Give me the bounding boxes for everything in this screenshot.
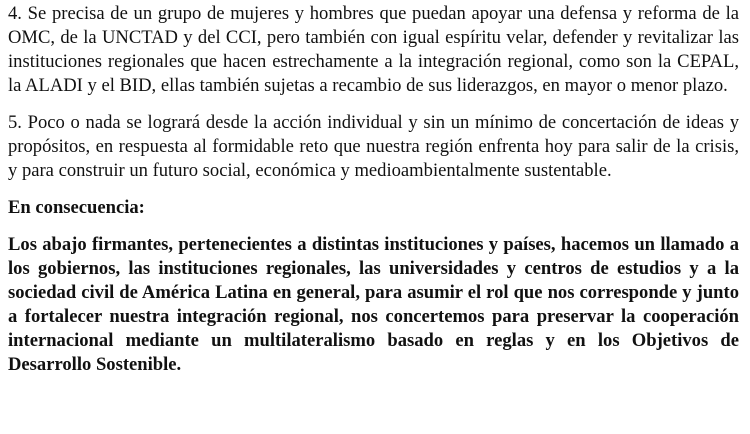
paragraph-4: 4. Se precisa de un grupo de mujeres y hombres que puedan apoyar una defensa y reforma de la OMC, de la UNCTAD y del CCI, pero también con igual espíritu velar, defender y revitalizar las instituciones regionales que hacen estrechamente a la integración regional, como son la CEPAL, la ALADI y el BID, ellas también sujetas a recambio de sus liderazgos, en mayor o menor plazo.	[8, 3, 739, 96]
section-heading: En consecuencia:	[8, 197, 145, 218]
paragraph-5: 5. Poco o nada se logrará desde la acción individual y sin un mínimo de concertación de ideas y propósitos, en respuesta al formidable reto que nuestra región enfrenta hoy para salir de la crisis, y para construir un futuro social, económica y medioambientalmente sustentable.	[8, 112, 739, 181]
document-page	[8, 2, 739, 377]
conclusion-paragraph: Los abajo firmantes, pertenecientes a distintas instituciones y países, hacemos un llamado a los gobiernos, las instituciones regionales, las universidades y centros de estudios y a la sociedad civil de América Latina en general, para asumir el rol que nos corresponde y junto a fortalecer nuestra integración regional, nos concertemos para preservar la cooperación internacional mediante un multilateralismo basado en reglas y en los Objetivos de Desarrollo Sostenible.	[8, 234, 739, 375]
